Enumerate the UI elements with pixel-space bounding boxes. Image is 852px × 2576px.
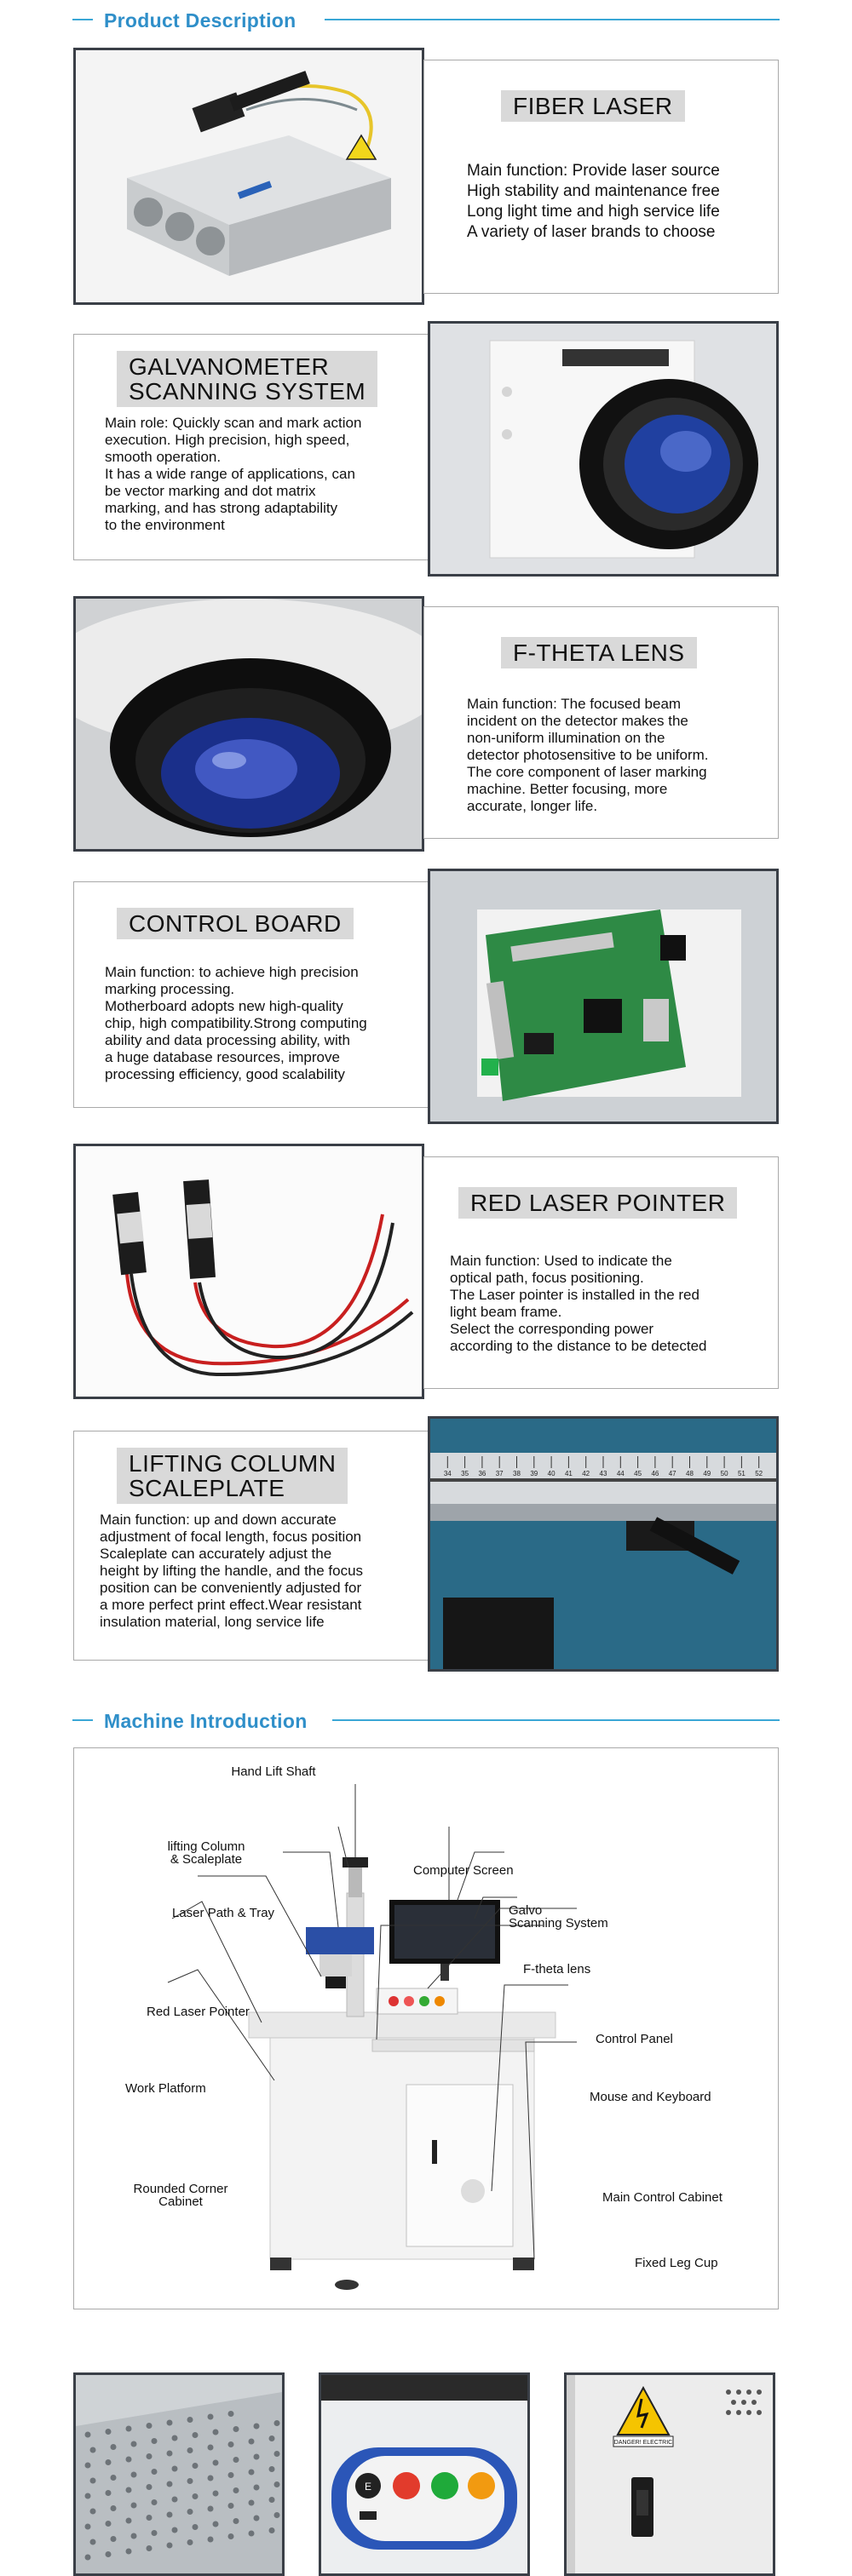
platform-hole (152, 2469, 158, 2475)
callout-red-pointer: Red Laser Pointer (147, 2005, 250, 2019)
platform-hole (249, 2439, 255, 2445)
platform-hole (111, 2475, 117, 2481)
section-title: Product Description (104, 9, 296, 32)
ruler-tick-label: 51 (737, 1470, 746, 1477)
platform-hole (187, 2478, 193, 2484)
header-rule-left (72, 1719, 93, 1721)
control-board-photo (428, 869, 779, 1124)
platform-hole (147, 2515, 153, 2521)
ruler-tick-label: 43 (599, 1470, 607, 1477)
platform-hole (228, 2411, 234, 2417)
platform-hole (131, 2533, 137, 2539)
platform-hole (111, 2536, 117, 2542)
header-rule-right (332, 1719, 780, 1721)
ruler-tick-label: 34 (443, 1470, 452, 1477)
platform-hole (274, 2451, 280, 2457)
platform-hole (213, 2521, 219, 2527)
platform-hole (274, 2512, 280, 2518)
platform-hole (274, 2481, 280, 2487)
ruler-tick-label: 38 (513, 1470, 521, 1477)
platform-hole (167, 2420, 173, 2426)
ruler-tick-label: 36 (478, 1470, 486, 1477)
platform-hole (193, 2524, 199, 2530)
platform-hole (249, 2500, 255, 2506)
callout-rounded-cabinet: Rounded Corner Cabinet (133, 2182, 228, 2209)
callout-laser-path: Laser Path & Tray (172, 1906, 275, 1920)
platform-hole (126, 2457, 132, 2463)
platform-hole (228, 2472, 234, 2478)
platform-hole (152, 2530, 158, 2536)
component-title: CONTROL BOARD (117, 908, 354, 939)
main-cabinet-photo (564, 2372, 775, 2576)
red-laser-pointer-card (423, 1156, 779, 1389)
platform-hole (167, 2512, 173, 2518)
platform-hole (187, 2509, 193, 2515)
ruler-tick-label: 40 (547, 1470, 556, 1477)
callout-hand-lift-shaft: Hand Lift Shaft (231, 1764, 316, 1779)
platform-hole (106, 2521, 112, 2527)
platform-hole (187, 2417, 193, 2423)
fiber-laser-card (423, 60, 779, 294)
platform-hole (106, 2490, 112, 2496)
component-title: FIBER LASER (501, 90, 685, 122)
header-rule-left (72, 19, 93, 20)
platform-hole (85, 2463, 91, 2469)
platform-hole (274, 2420, 280, 2426)
control-panel-photo (319, 2372, 530, 2576)
ruler-tick-label: 49 (703, 1470, 711, 1477)
platform-hole (187, 2539, 193, 2545)
section-title: Machine Introduction (104, 1710, 308, 1732)
galvanometer-card (73, 334, 429, 560)
product-description-header (72, 9, 780, 30)
ruler-tick-label: 46 (651, 1470, 659, 1477)
ruler-tick-label: 39 (530, 1470, 538, 1477)
platform-hole (147, 2453, 153, 2459)
ruler-tick-label: 47 (668, 1470, 676, 1477)
machine-introduction-header (72, 1710, 780, 1730)
platform-hole (193, 2493, 199, 2499)
ruler-tick-label: 44 (616, 1470, 625, 1477)
platform-hole (172, 2435, 178, 2441)
platform-hole (233, 2487, 239, 2493)
f-theta-lens-card (423, 606, 779, 839)
component-title: F-THETA LENS (501, 637, 697, 668)
platform-hole (131, 2441, 137, 2447)
ruler-tick-label: 50 (720, 1470, 728, 1477)
component-title: LIFTING COLUMN SCALEPLATE (117, 1448, 348, 1504)
platform-hole (228, 2533, 234, 2539)
callout-control-panel: Control Panel (596, 2032, 673, 2046)
lifting-column-card (73, 1431, 429, 1661)
platform-hole (187, 2447, 193, 2453)
component-description: Main function: Provide laser source High stability and maintenance free Long light time and high service life A variety of laser brands to choose (467, 162, 720, 241)
galvanometer-photo (428, 321, 779, 577)
platform-hole (111, 2444, 117, 2450)
lifting-column-photo (428, 1416, 779, 1672)
platform-hole (90, 2478, 96, 2484)
platform-hole (126, 2487, 132, 2493)
platform-hole (208, 2537, 214, 2543)
platform-hole (111, 2505, 117, 2511)
ruler-tick-label: 35 (461, 1470, 469, 1477)
platform-hole (208, 2445, 214, 2451)
platform-hole (208, 2506, 214, 2512)
platform-hole (228, 2441, 234, 2447)
platform-hole (213, 2491, 219, 2497)
platform-hole (106, 2429, 112, 2435)
work-platform-photo (73, 2372, 285, 2576)
platform-hole (152, 2499, 158, 2505)
fiber-laser-photo (73, 48, 424, 305)
platform-hole (233, 2457, 239, 2463)
platform-hole (152, 2438, 158, 2444)
platform-hole (126, 2518, 132, 2524)
platform-hole (172, 2497, 178, 2503)
header-rule-right (325, 19, 780, 20)
callout-mouse-keyboard: Mouse and Keyboard (590, 2090, 711, 2104)
platform-hole (213, 2460, 219, 2466)
callout-f-theta: F-theta lens (523, 1962, 591, 1976)
platform-hole (167, 2481, 173, 2487)
platform-hole (233, 2518, 239, 2524)
ruler-tick-label: 41 (564, 1470, 573, 1477)
component-description: Main function: up and down accurate adjustment of focal length, focus position Scaleplate can accurately adjust the height by lifting the handle, and the focus position can be conveniently adjusted for a more perfect print effect.Wear resistant insulation material, long service life (100, 1512, 364, 1630)
component-description: Main function: Used to indicate the optical path, focus positioning. The Laser pointer is installed in the red light beam frame. Select the corresponding power according to the distance to be detected (450, 1253, 707, 1354)
platform-hole (254, 2485, 260, 2491)
platform-hole (147, 2423, 153, 2429)
ruler-tick-label: 37 (495, 1470, 504, 1477)
platform-hole (254, 2516, 260, 2521)
platform-hole (147, 2545, 153, 2551)
platform-hole (269, 2466, 275, 2472)
platform-hole (193, 2463, 199, 2469)
platform-hole (90, 2509, 96, 2515)
platform-hole (193, 2432, 199, 2438)
ruler-tick-label: 52 (755, 1470, 763, 1477)
platform-hole (254, 2454, 260, 2460)
platform-hole (85, 2493, 91, 2499)
platform-hole (233, 2426, 239, 2432)
ruler-tick-label: 42 (582, 1470, 590, 1477)
emergency-label: E (364, 2481, 372, 2493)
component-description: Main function: to achieve high precision marking processing. Motherboard adopts new high-quality chip, high compatibility.Strong computing ability and data processing ability, with a huge database resources, improve processing efficiency, good scalability (105, 964, 367, 1082)
callout-main-cabinet: Main Control Cabinet (602, 2190, 722, 2205)
platform-hole (131, 2503, 137, 2509)
platform-hole (228, 2503, 234, 2509)
platform-hole (254, 2424, 260, 2430)
platform-hole (147, 2484, 153, 2490)
component-title: GALVANOMETER SCANNING SYSTEM (117, 351, 377, 407)
platform-hole (85, 2555, 91, 2561)
platform-hole (85, 2432, 91, 2438)
ruler-tick-label: 48 (686, 1470, 694, 1477)
platform-hole (90, 2539, 96, 2545)
platform-hole (167, 2451, 173, 2457)
component-description: Main function: The focused beam incident on the detector makes the non-uniform illumination on the detector photosensitive to be uniform. The core component of laser marking machine. Better focusing, more accurate, longer life. (467, 696, 709, 814)
platform-hole (208, 2414, 214, 2420)
platform-hole (269, 2497, 275, 2503)
callout-computer-screen: Computer Screen (413, 1863, 514, 1878)
platform-hole (131, 2472, 137, 2478)
component-description: Main role: Quickly scan and mark action execution. High precision, high speed, smooth operation. It has a wide range of applications, can be vector marking and dot matrix marking, and has strong adaptability to the environment (105, 415, 362, 533)
platform-hole (269, 2435, 275, 2441)
callout-leg-cup: Fixed Leg Cup (635, 2256, 718, 2270)
platform-hole (208, 2476, 214, 2481)
platform-hole (172, 2527, 178, 2533)
platform-hole (269, 2527, 275, 2533)
control-board-card (73, 881, 429, 1108)
platform-hole (106, 2459, 112, 2465)
component-title: RED LASER POINTER (458, 1187, 737, 1219)
platform-hole (106, 2551, 112, 2557)
platform-hole (85, 2524, 91, 2530)
platform-hole (249, 2531, 255, 2537)
platform-hole (126, 2426, 132, 2432)
platform-hole (167, 2543, 173, 2549)
red-laser-pointer-photo (73, 1144, 424, 1399)
platform-hole (90, 2447, 96, 2453)
ruler-tick-label: 45 (634, 1470, 642, 1477)
callout-galvo: Galvo Scanning System (509, 1903, 608, 1931)
machine-diagram (73, 1747, 779, 2309)
platform-hole (249, 2470, 255, 2476)
platform-hole (126, 2549, 132, 2555)
f-theta-lens-photo (73, 596, 424, 852)
platform-hole (213, 2430, 219, 2435)
platform-hole (172, 2466, 178, 2472)
danger-label: DANGER! ELECTRIC (613, 2440, 673, 2446)
callout-work-platform: Work Platform (125, 2081, 206, 2096)
callout-lifting-column: lifting Column & Scaleplate (167, 1839, 245, 1867)
